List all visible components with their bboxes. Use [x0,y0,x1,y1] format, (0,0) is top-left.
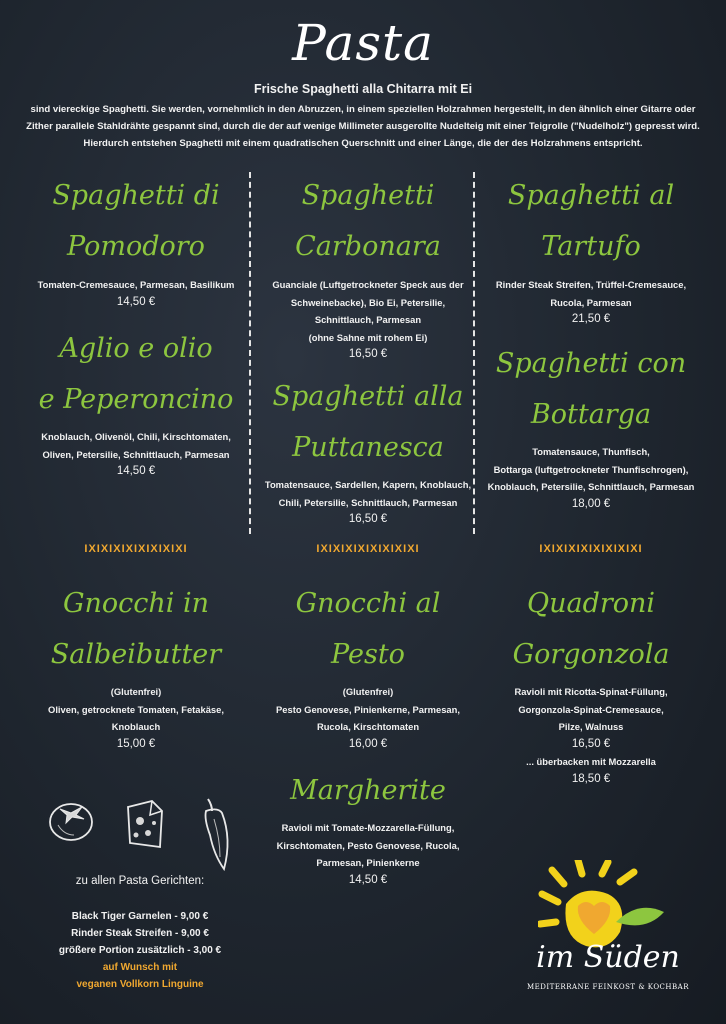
dish-puttanesca [250,371,486,529]
dish-description: Pesto Genovese, Pinienkerne, Parmesan, [276,703,460,715]
intro-text: sind viereckige Spaghetti. Sie werden, vornehmlich in den Abruzzen, in einem speziellen Holzrahmen hergestellt, in den ähnlich einer Gitarre oder Zither parallele Stahldrähte gespannt sind, durch die der auf wenige Millimeter ausgerollte Nudelteig mit einer Teigrolle ("Nudelholz") gepresst wird. Hierdurch entstehen Spaghetti mit einem quadratischen Querschnitt und einer Länge, die der des Holzrahmens entspricht. [26,104,700,149]
dish-price: 15,00 € [116,737,156,750]
dish-name: Aglio e olio [59,333,213,364]
page-title: Pasta [292,14,434,72]
dish-extra: ... überbacken mit Mozzarella [526,756,656,767]
dish-description: Schweinebacke), Bio Ei, Petersilie, [290,296,446,308]
logo-name: im Süden [536,940,680,975]
dish-description: Ravioli mit Ricotta-Spinat-Füllung, [514,686,668,697]
dish-description: Tomaten-Cremesauce, Parmesan, Basilikum [37,279,235,290]
dish-description: Chili, Petersilie, Schnittlauch, Parmesan [278,496,458,508]
dish-description: Ravioli mit Tomate-Mozzarella-Füllung, [281,822,455,833]
dish-description: Knoblauch [111,721,161,732]
dish-name: Gnocchi in [62,588,210,619]
dish-name: Gorgonzola [512,639,670,670]
dish-description: Pilze, Walnuss [558,721,624,732]
dish-name: Gnocchi al [295,588,441,619]
extras-vegan-line2: veganen Vollkorn Linguine [76,979,204,990]
decorative-divider: IXIXIXIXIXIXIXIXI [316,543,420,555]
dish-gnocchi-pesto [250,578,486,753]
dish-margherite [250,765,486,889]
dish-description: Parmesan, Pinienkerne [316,857,420,868]
tomato-icon [46,795,96,843]
dish-name: Margherite [290,775,446,806]
dish-name: Puttanesca [292,432,444,463]
extras-item: größere Portion zusätzlich - 3,00 € [58,945,222,956]
dish-name: Tartufo [541,231,641,262]
dish-description: (Glutenfrei) [342,686,394,697]
dish-description: Bottarga (luftgetrockneter Thunfischrogen), [493,463,689,475]
dish-extra-price: 18,50 € [571,772,611,785]
dish-description: Schnittlauch, Parmesan [314,314,422,325]
dish-price: 16,00 € [348,737,388,750]
dish-description: Oliven, Petersilie, Schnittlauch, Parmesan [42,448,230,460]
extras-item: Rinder Steak Streifen - 9,00 € [71,928,209,939]
dish-description: Rucola, Parmesan [550,296,632,308]
dish-name: Pesto [331,639,405,670]
dish-description: Gorgonzola-Spinat-Cremesauce, [518,703,664,715]
dish-description: Tomatensauce, Sardellen, Kapern, Knoblauch, [264,479,472,490]
dish-description: Rucola, Kirschtomaten [316,721,420,732]
extras-item: Black Tiger Garnelen - 9,00 € [71,911,209,922]
dish-price: 16,50 € [348,348,388,360]
dish-price: 14,50 € [116,465,156,477]
dish-name: Spaghetti con [495,348,687,379]
dish-description: Guanciale (Luftgetrockneter Speck aus der [272,279,464,290]
chili-icon [198,795,238,873]
dish-name: Spaghetti alla [272,381,464,412]
dish-name: Quadroni [526,588,656,619]
dish-description: (Glutenfrei) [110,686,162,697]
dish-name: Bottarga [530,399,652,430]
dish-bottarga [473,338,709,513]
dish-description: Knoblauch, Olivenöl, Chili, Kirschtomaten, [41,431,231,442]
dish-description: (ohne Sahne mit rohem Ei) [308,331,428,343]
logo-tagline: MEDITERRANE FEINKOST & KOCHBAR [527,983,689,991]
dish-name: e Peperoncino [38,384,234,415]
dish-price: 16,50 € [348,513,388,525]
dish-gnocchi-salbei [18,578,254,753]
page-subtitle: Frische Spaghetti alla Chitarra mit Ei [253,82,473,96]
dish-pomodoro [18,170,254,311]
dish-description: Kirschtomaten, Pesto Genovese, Rucola, [276,839,460,851]
dish-price: 16,50 € [571,737,611,750]
dish-tartufo [473,170,709,329]
dish-name: Carbonara [295,231,441,262]
dish-name: Salbeibutter [50,639,222,670]
cheese-icon [122,797,168,851]
decorative-divider: IXIXIXIXIXIXIXIXI [84,543,188,555]
dish-quadroni [473,578,709,788]
dish-name: Pomodoro [67,231,205,262]
dish-name: Spaghetti di [52,180,220,211]
dish-price: 21,50 € [571,313,611,325]
dish-name: Spaghetti al [507,180,675,211]
dish-price: 14,50 € [348,873,388,886]
dish-description: Rinder Steak Streifen, Trüffel-Cremesauce, [495,279,687,290]
extras-vegan-line1: auf Wunsch mit [102,962,178,973]
extras-heading: zu allen Pasta Gerichten: [75,875,205,887]
dish-aglio-olio [18,323,254,481]
extras-list [30,908,250,993]
dish-description: Tomatensauce, Thunfisch, [532,446,650,457]
dish-description: Knoblauch, Petersilie, Schnittlauch, Parmesan [487,481,695,492]
dish-price: 14,50 € [116,295,156,308]
decorative-divider: IXIXIXIXIXIXIXIXI [539,543,643,555]
dish-name: Spaghetti [301,180,435,211]
dish-carbonara [250,170,486,364]
dish-price: 18,00 € [571,497,611,510]
dish-description: Oliven, getrocknete Tomaten, Fetakäse, [48,703,224,715]
